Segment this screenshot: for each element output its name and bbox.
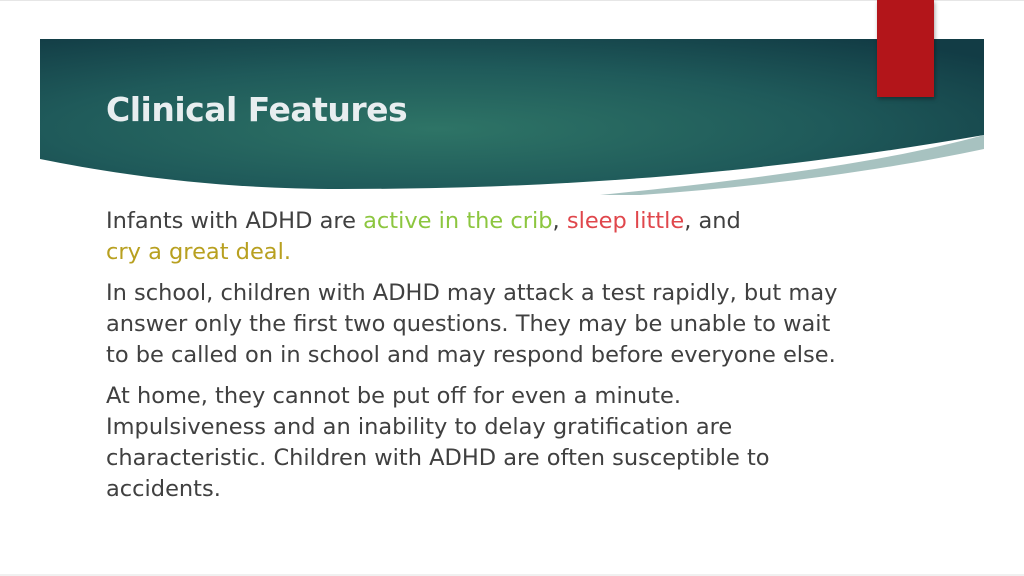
highlight-active-in-crib: active in the crib: [363, 208, 553, 234]
slide-body: [106, 206, 846, 515]
highlight-sleep-little: sleep little: [566, 208, 685, 234]
slide-title: Clinical Features: [106, 90, 408, 129]
paragraph-school: In school, children with ADHD may attack a test rapidly, but may answer only the first two questions. They may be unable to wait to be called on in school and may respond before everyone else.: [106, 280, 838, 368]
top-divider: [0, 0, 1024, 1]
accent-tab: [877, 0, 934, 97]
paragraph-infants: [106, 206, 846, 268]
separator-and: , and: [684, 208, 741, 234]
separator-comma: ,: [552, 208, 567, 234]
paragraph-infants-intro: Infants with ADHD are: [106, 208, 364, 234]
highlight-cry-great-deal: cry a great deal.: [106, 239, 291, 265]
paragraph-home: At home, they cannot be put off for even a minute. Impulsiveness and an inability to delay gratification are characteristic. Children with ADHD are often susceptible to accidents.: [106, 383, 770, 502]
